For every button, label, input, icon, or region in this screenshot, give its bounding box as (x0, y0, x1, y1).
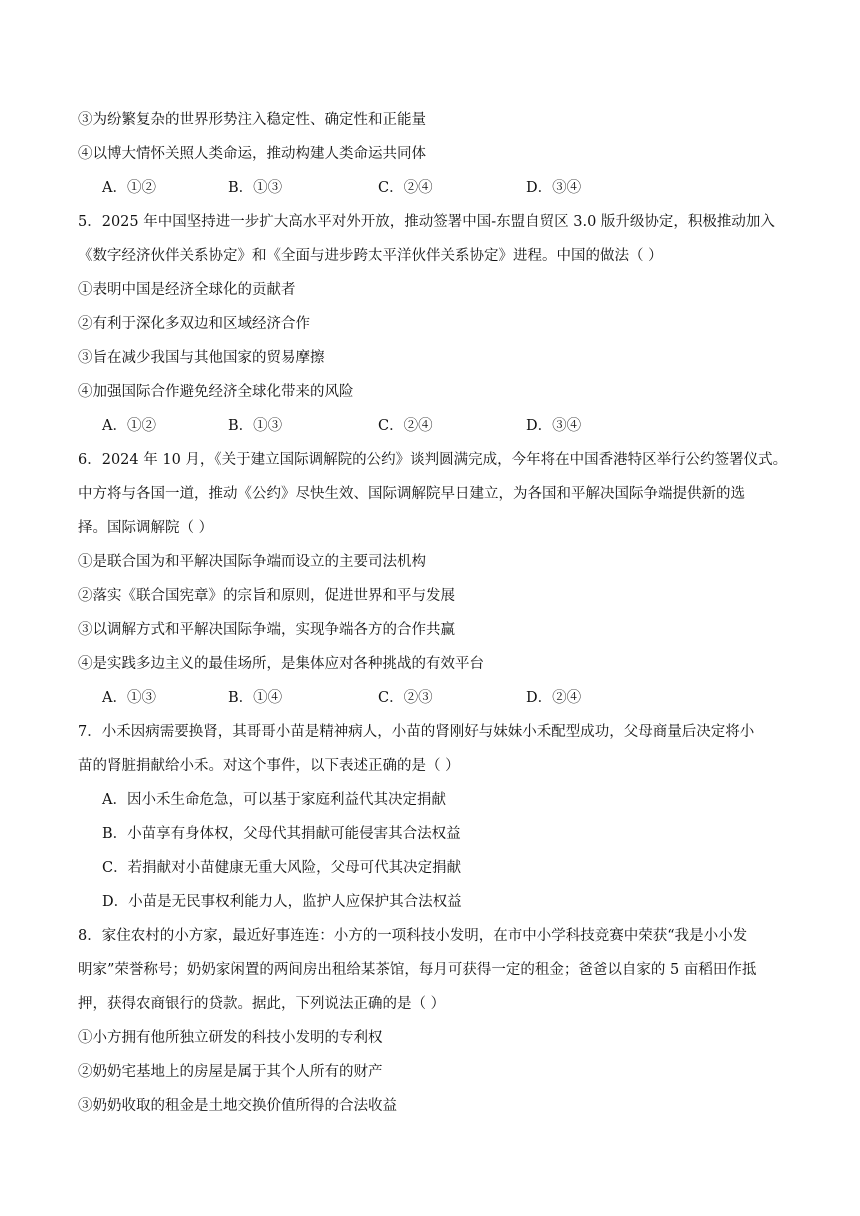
q8-stem-line-2: 明家”荣誉称号；奶奶家闲置的两间房出租给某茶馆，每月可获得一定的租金；爸爸以自家的 5 亩稻田作抵 (78, 962, 757, 978)
q6-stem-line-3: 择。国际调解院（ ） (78, 520, 214, 536)
q8-stem-line-3: 押，获得农商银行的贷款。据此，下列说法正确的是（ ） (78, 996, 446, 1012)
q7-choice-d: D．小苗是无民事权利能力人，监护人应保护其合法权益 (102, 894, 462, 910)
q8-item-3: ③奶奶收取的租金是土地交换价值所得的合法收益 (78, 1098, 397, 1114)
q6-item-1: ①是联合国为和平解决国际争端而设立的主要司法机构 (78, 554, 426, 570)
q7-choice-c: C．若捐献对小苗健康无重大风险，父母可代其决定捐献 (102, 860, 462, 876)
q8-stem-line-1: 8．家住农村的小方家，最近好事连连：小方的一项科技小发明，在市中小学科技竞赛中荣获“我是小小发 (78, 928, 748, 944)
q6-item-3: ③以调解方式和平解决国际争端，实现争端各方的合作共赢 (78, 622, 455, 638)
q6-option-c: C．②③ (378, 690, 433, 706)
q7-choice-a: A．因小禾生命危急，可以基于家庭利益代其决定捐献 (102, 792, 446, 808)
q4-option-a: A．①② (102, 180, 156, 196)
q5-option-d: D．③④ (526, 418, 582, 434)
q8-item-1: ①小方拥有他所独立研发的科技小发明的专利权 (78, 1030, 383, 1046)
q5-item-3: ③旨在减少我国与其他国家的贸易摩擦 (78, 350, 325, 366)
q6-item-4: ④是实践多边主义的最佳场所，是集体应对各种挑战的有效平台 (78, 656, 484, 672)
q6-option-d: D．②④ (526, 690, 582, 706)
q4-option-b: B．①③ (228, 180, 283, 196)
q4-option-d: D．③④ (526, 180, 582, 196)
q5-stem-line-2: 《数字经济伙伴关系协定》和《全面与进步跨太平洋伙伴关系协定》进程。中国的做法（ ） (78, 248, 663, 264)
q5-item-1: ①表明中国是经济全球化的贡献者 (78, 282, 296, 298)
q6-option-b: B．①④ (228, 690, 283, 706)
q6-stem-line-1: 6．2024 年 10 月，《关于建立国际调解院的公约》谈判圆满完成，今年将在中国香港特区举行公约签署仪式。 (78, 452, 788, 468)
q7-stem-line-1: 7．小禾因病需要换肾，其哥哥小苗是精神病人，小苗的肾刚好与妹妹小禾配型成功，父母商量后决定将小 (78, 724, 755, 740)
q8-item-2: ②奶奶宅基地上的房屋是属于其个人所有的财产 (78, 1064, 383, 1080)
q7-stem-line-2: 苗的肾脏捐献给小禾。对这个事件，以下表述正确的是（ ） (78, 758, 460, 774)
q5-item-4: ④加强国际合作避免经济全球化带来的风险 (78, 384, 354, 400)
q5-item-2: ②有利于深化多双边和区域经济合作 (78, 316, 310, 332)
q5-stem-line-1: 5．2025 年中国坚持进一步扩大高水平对外开放，推动签署中国-东盟自贸区 3.0 版升级协定，积极推动加入 (78, 214, 775, 230)
q4-option-c: C．②④ (378, 180, 433, 196)
q4-item-4: ④以博大情怀关照人类命运，推动构建人类命运共同体 (78, 146, 426, 162)
q4-item-3: ③为纷繁复杂的世界形势注入稳定性、确定性和正能量 (78, 112, 426, 128)
q5-option-c: C．②④ (378, 418, 433, 434)
q6-stem-line-2: 中方将与各国一道，推动《公约》尽快生效、国际调解院早日建立，为各国和平解决国际争端提供新的选 (78, 486, 745, 502)
q7-choice-b: B．小苗享有身体权，父母代其捐献可能侵害其合法权益 (102, 826, 461, 842)
q5-option-b: B．①③ (228, 418, 283, 434)
q6-option-a: A．①③ (102, 690, 156, 706)
q5-option-a: A．①② (102, 418, 156, 434)
q6-item-2: ②落实《联合国宪章》的宗旨和原则，促进世界和平与发展 (78, 588, 455, 604)
